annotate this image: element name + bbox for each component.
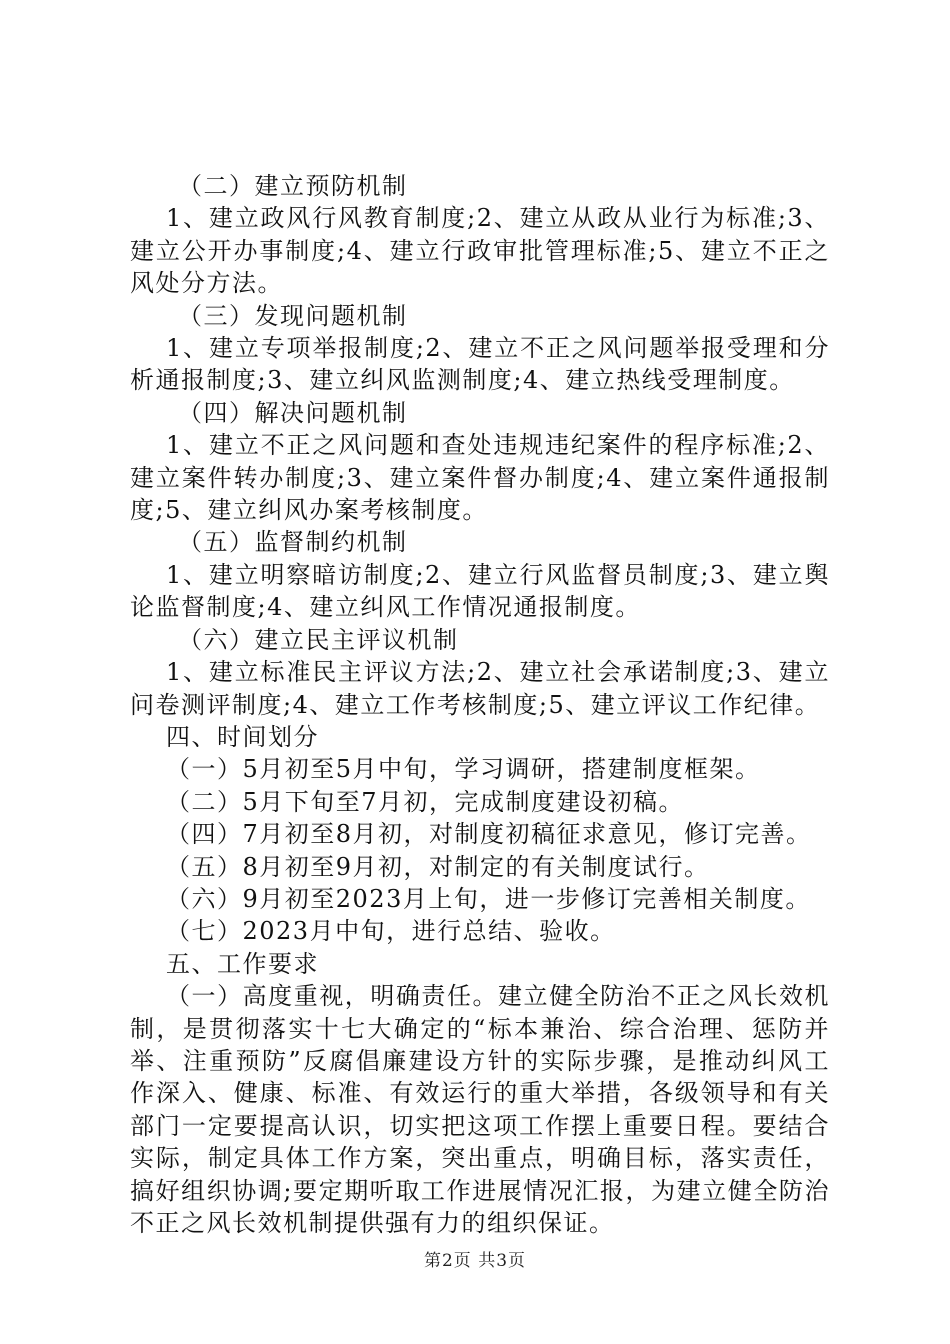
section-heading-evaluation: （六）建立民主评议机制 (178, 625, 459, 654)
section-heading-supervision: （五）监督制约机制 (178, 528, 408, 557)
paragraph-discovery-items: 1、建立专项举报制度;2、建立不正之风问题举报受理和分析通报制度;3、建立纠风监测制度;4、建立热线受理制度。 (130, 334, 830, 395)
timeline-item: （五）8月初至9月初，对制定的有关制度试行。 (166, 852, 710, 881)
section-heading-prevention: （二）建立预防机制 (178, 172, 408, 200)
timeline-item: （一）5月初至5月中旬，学习调研，搭建制度框架。 (166, 755, 761, 784)
paragraph-evaluation-items: 1、建立标准民主评议方法;2、建立社会承诺制度;3、建立问卷测评制度;4、建立工作考核制度;5、建立评议工作纪律。 (130, 658, 830, 719)
timeline-item: （四）7月初至8月初，对制度初稿征求意见，修订完善。 (166, 820, 812, 849)
section-heading-discovery: （三）发现问题机制 (178, 301, 408, 330)
page-footer: 第2页 共3页 (423, 1251, 527, 1271)
section-heading-requirements: 五、工作要求 (166, 949, 319, 978)
section-heading-timeline: 四、时间划分 (166, 722, 319, 751)
timeline-item: （七）2023月中旬，进行总结、验收。 (166, 917, 616, 946)
section-heading-resolution: （四）解决问题机制 (178, 398, 408, 427)
timeline-item: （六）9月初至2023月上旬，进一步修订完善相关制度。 (166, 884, 811, 913)
document-body (130, 170, 830, 1239)
paragraph-resolution-items: 1、建立不正之风问题和查处违规违纪案件的程序标准;2、建立案件转办制度;3、建立案件督办制度;4、建立案件通报制度;5、建立纠风办案考核制度。 (130, 431, 830, 525)
paragraph-supervision-items: 1、建立明察暗访制度;2、建立行风监督员制度;3、建立舆论监督制度;4、建立纠风工作情况通报制度。 (130, 560, 830, 622)
paragraph-requirements-responsibility: （一）高度重视，明确责任。建立健全防治不正之风长效机制，是贯彻落实十七大确定的“标本兼治、综合治理、惩防并举、注重预防”反腐倡廉建设方针的实际步骤，是推动纠风工作深入、健康、标准、有效运行的重大举措，各级领导和有关部门一定要提高认识，切实把这项工作摆上重要日程。要结合实际，制定具体工作方案，突出重点，明确目标，落实责任，搞好组织协调;要定期听取工作进展情况汇报，为建立健全防治不正之风长效机制提供强有力的组织保证。 (130, 982, 830, 1237)
paragraph-prevention-items: 1、建立政风行风教育制度;2、建立从政从业行为标准;3、建立公开办事制度;4、建立行政审批管理标准;5、建立不正之风处分方法。 (130, 204, 830, 298)
timeline-item: （二）5月下旬至7月初，完成制度建设初稿。 (166, 787, 685, 816)
